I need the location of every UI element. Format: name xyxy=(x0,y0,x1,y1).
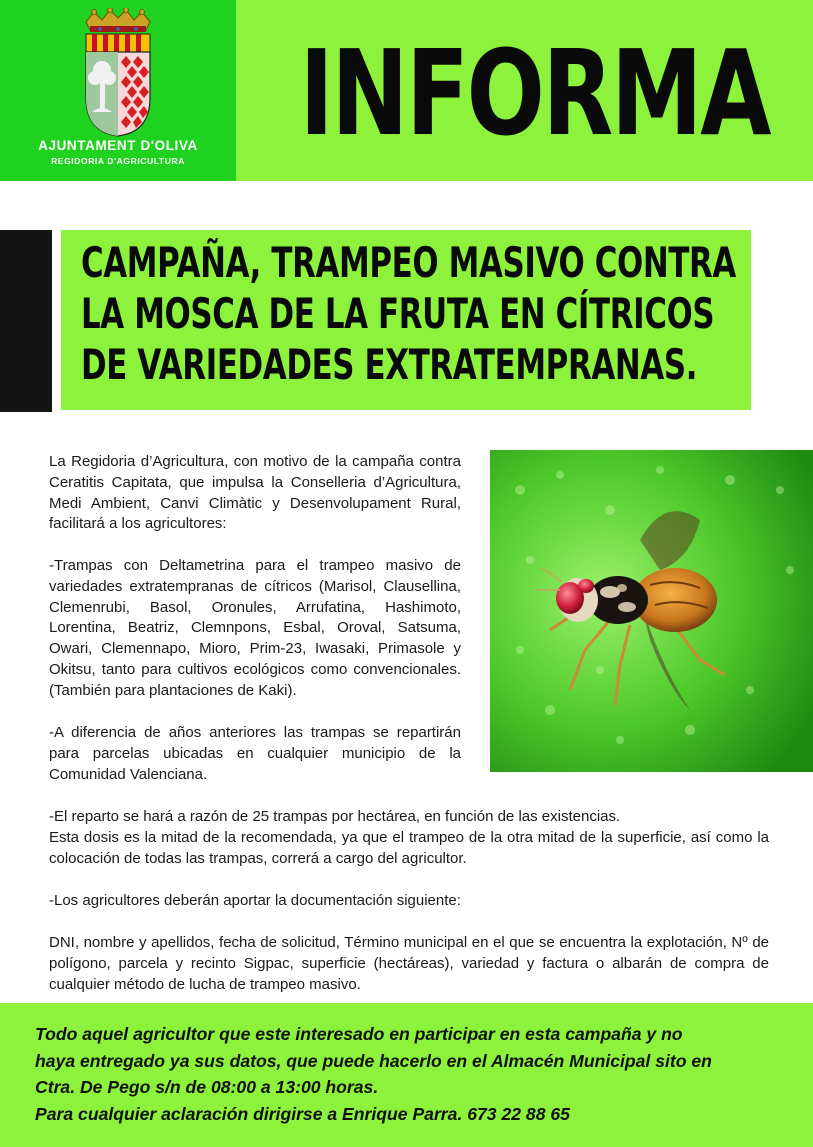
fruit-fly-icon xyxy=(490,450,813,772)
municipality-name: AJUNTAMENT D'OLIVA xyxy=(38,138,198,153)
distribution-paragraph: -El reparto se hará a razón de 25 trampas por hectárea, en función de las existencias. xyxy=(49,808,621,825)
title-line-1: CAMPAÑA, TRAMPEO MASIVO CONTRA xyxy=(81,238,736,287)
dose-paragraph: Esta dosis es la mitad de la recomendada, ya que el trampeo de la otra mitad de la superficie, así como la colocación de todas las trampas, correrá a cargo del agricultor. xyxy=(49,829,769,867)
traps-paragraph: -Trampas con Deltametrina para el trampeo masivo de variedades extratempranas de cítricos (Marisol, Clausellina, Clemenrubi, Basol, Oronules, Arrufatina, Hashimoto, Lorentina, Beatriz, Clemnpons, Esbal, Oroval, Satsuma, Owari, Clemennapo, Mioro, Prim-23, Iwasaki, Primasole y Okitsu, tanto para cultivos ecológicos como convencionales. (También para plantaciones de Kaki). xyxy=(49,557,461,699)
coat-of-arms-icon xyxy=(80,8,156,138)
title-line-3: DE VARIEDADES EXTRATEMPRANAS. xyxy=(81,340,698,389)
footer-line-1: Todo aquel agricultor que este interesado en participar en esta campaña y no xyxy=(35,1024,683,1044)
logo-panel xyxy=(0,0,236,181)
headline-panel xyxy=(236,0,813,181)
title-line-2: LA MOSCA DE LA FRUTA EN CÍTRICOS xyxy=(81,289,715,338)
footer-notice xyxy=(35,1021,783,1127)
footer-line-2: haya entregado ya sus datos, que puede hacerlo en el Almacén Municipal sito en xyxy=(35,1050,712,1071)
department-name: REGIDORIA D'AGRICULTURA xyxy=(51,156,185,166)
intro-paragraph: La Regidoria d’Agricultura, con motivo de la campaña contra Ceratitis Capitata, que impulsa la Conselleria d’Agricultura, Medi Ambient, Canvi Climàtic y Desenvolupament Rural, facilitará a los agricultores: xyxy=(49,453,461,533)
documents-paragraph: DNI, nombre y apellidos, fecha de solicitud, Término municipal en el que se encuentra la explotación, Nº de polígono, parcela y recinto Sigpac, superficie (hectáreas), variedad y factura o albarán de compra de cualquier método de lucha de trampeo masivo. xyxy=(49,934,769,993)
footer-banner xyxy=(0,1003,813,1147)
documents-intro-paragraph: -Los agricultores deberán aportar la documentación siguiente: xyxy=(49,892,461,909)
footer-line-4: Para cualquier aclaración dirigirse a Enrique Parra. 673 22 88 65 xyxy=(35,1103,570,1124)
headline: INFORMA xyxy=(299,24,770,162)
footer-line-3: Ctra. De Pego s/n de 08:00 a 13:00 horas. xyxy=(35,1077,379,1098)
title-side-bar xyxy=(0,230,52,412)
difference-paragraph: -A diferencia de años anteriores las trampas se repartirán para parcelas ubicadas en cualquier municipio de la Comunidad Valenciana. xyxy=(49,724,461,783)
fruit-fly-photo xyxy=(490,450,813,772)
title-box xyxy=(61,230,751,410)
